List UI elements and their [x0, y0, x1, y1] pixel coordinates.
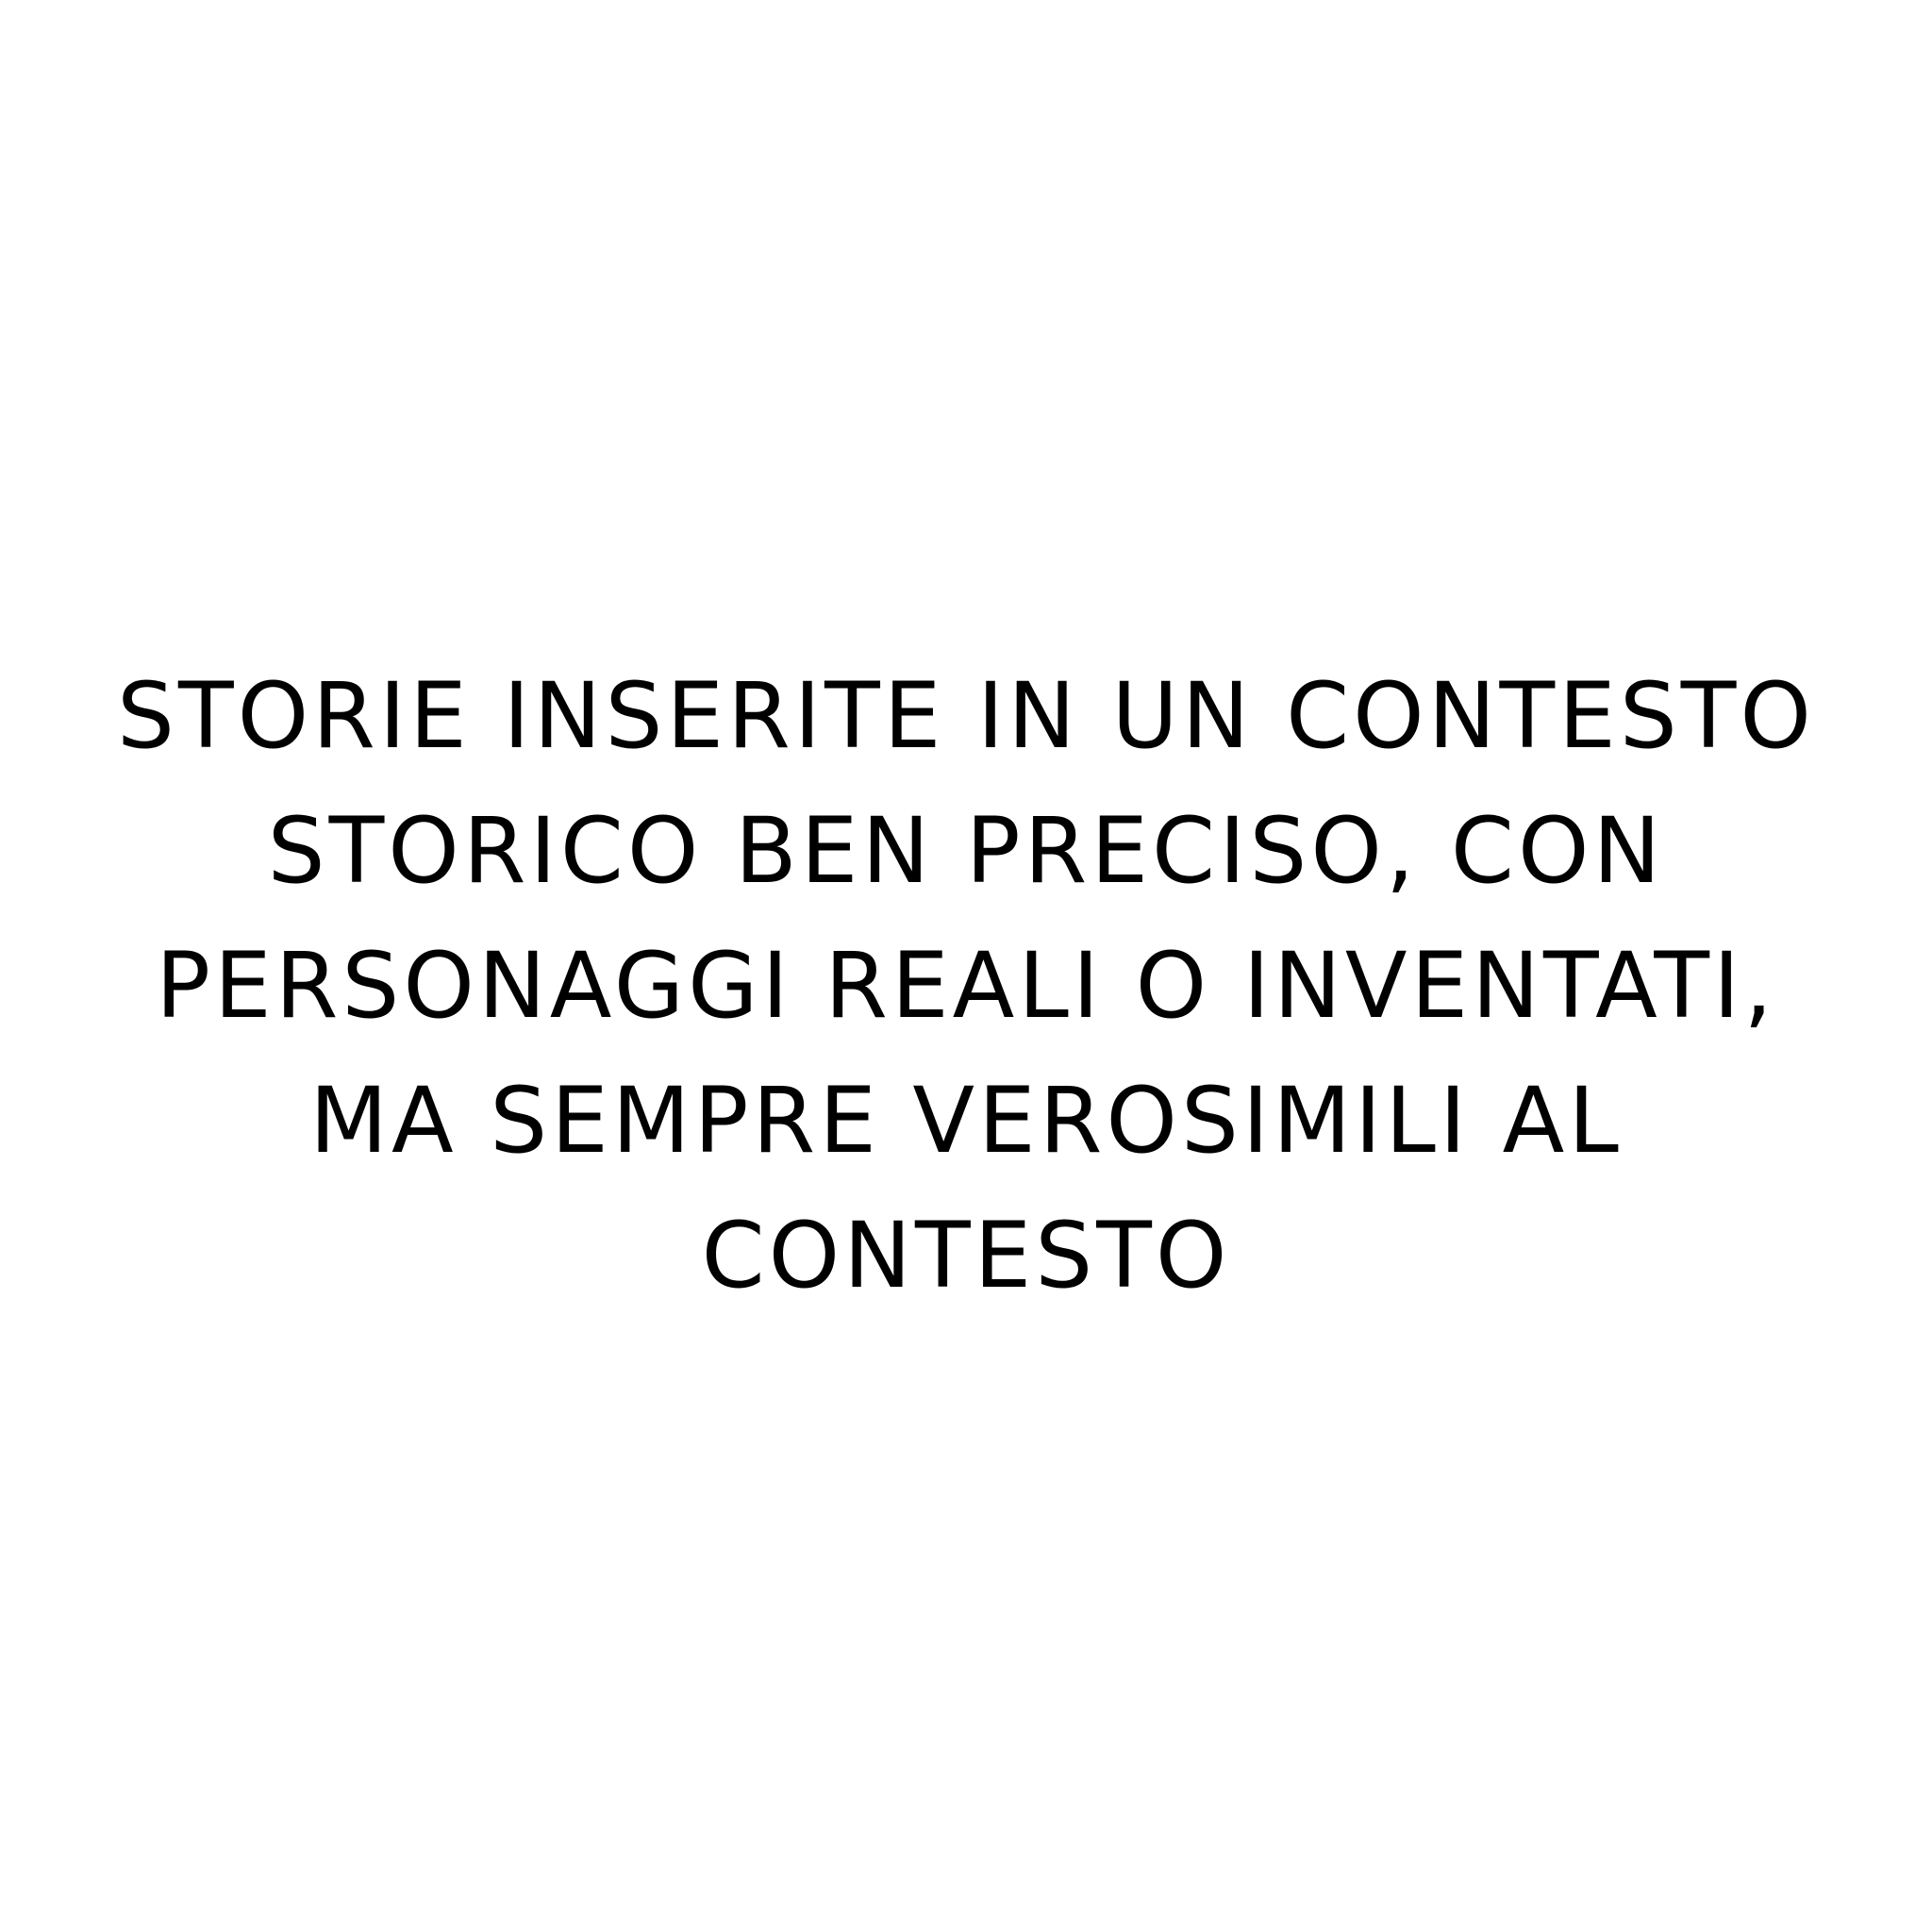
caption-line-3: PERSONAGGI REALI O INVENTATI,	[156, 933, 1776, 1039]
caption-line-4: MA SEMPRE VEROSIMILI AL	[309, 1068, 1623, 1174]
caption-line-1: STORIE INSERITE IN UN CONTESTO	[117, 663, 1815, 769]
caption-text	[0, 649, 1932, 1324]
caption-line-2: STORICO BEN PRECISO, CON	[267, 798, 1665, 904]
caption-line-5: CONTESTO	[701, 1203, 1231, 1308]
